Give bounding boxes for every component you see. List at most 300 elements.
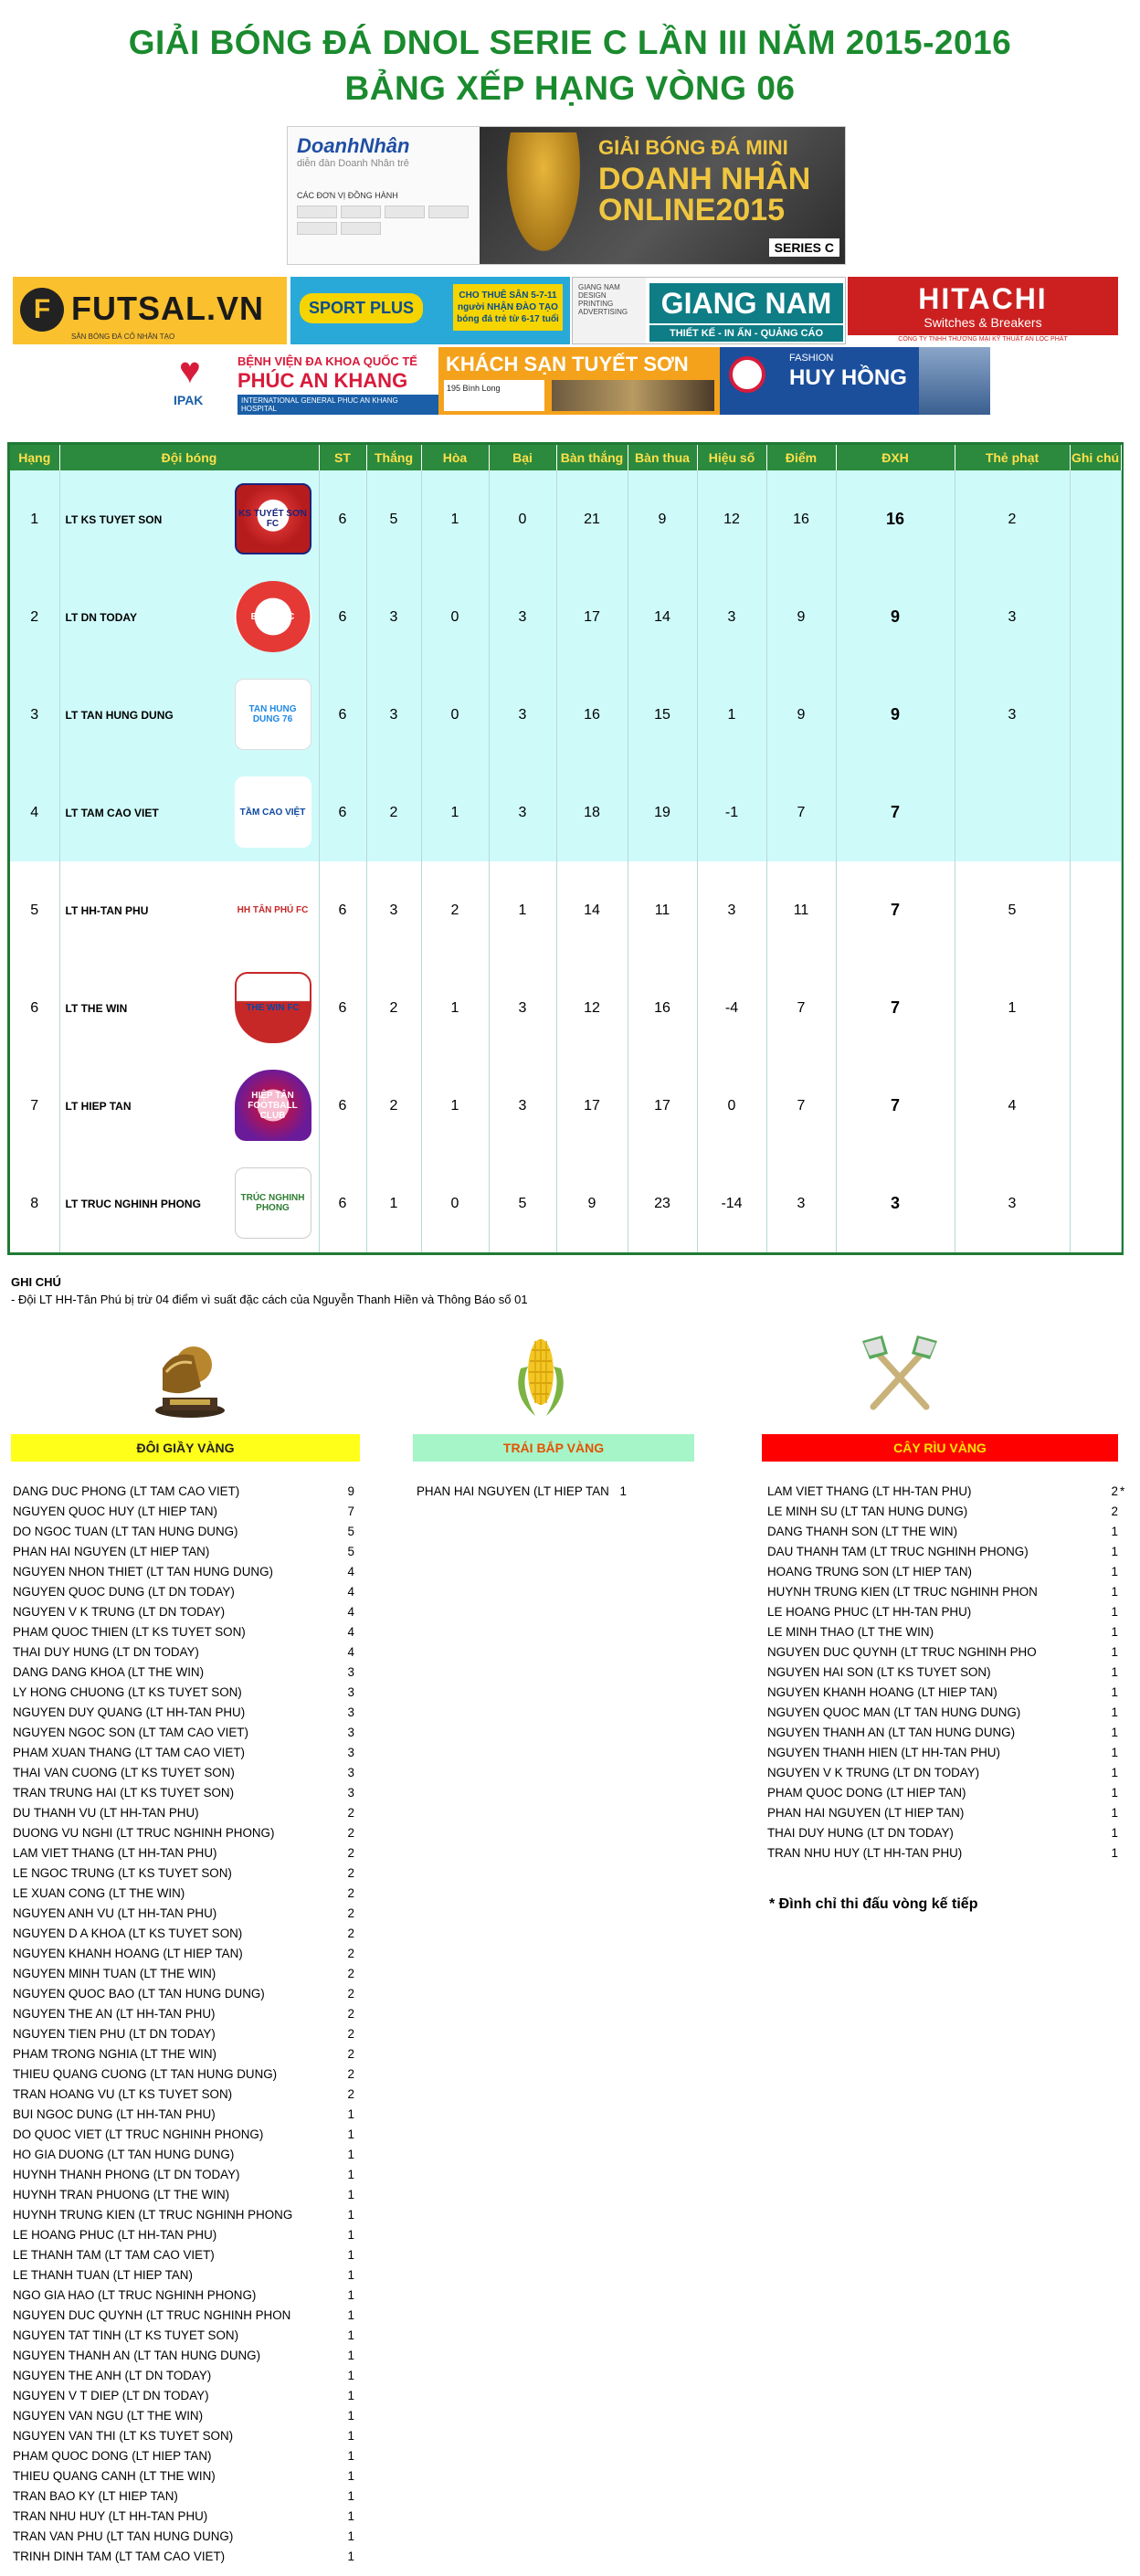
player-count: 1 [347, 2529, 354, 2543]
table-row [10, 1155, 1121, 1252]
list-item [13, 2205, 354, 2225]
player-count: 1 [347, 2349, 354, 2362]
sponsor-logos [297, 206, 470, 235]
player-count: 1 [347, 2509, 354, 2523]
player-name: NGUYEN VAN NGU (LT THE WIN) [13, 2409, 204, 2423]
rank-cell: 4 [10, 764, 59, 861]
played-cell: 6 [319, 959, 366, 1057]
player-name: NGUYEN HAI SON (LT KS TUYET SON) [767, 1665, 991, 1679]
notes-title: GHI CHÚ [11, 1275, 61, 1289]
player-name: DU THANH VU (LT HH-TAN PHU) [13, 1806, 199, 1820]
player-count: 2 [347, 1906, 354, 1920]
player-name: BUI NGOC DUNG (LT HH-TAN PHU) [13, 2107, 216, 2121]
player-name: TRAN TRUNG HAI (LT KS TUYET SON) [13, 1786, 235, 1800]
ranking-points-cell: 7 [836, 764, 955, 861]
player-count: 1 [347, 2288, 354, 2302]
list-item [13, 2326, 354, 2346]
golden-axe-list [767, 1482, 1125, 1863]
list-item [13, 2225, 354, 2245]
sportplus-text: CHO THUÊ SÂN 5-7-11 người NHẬN ĐÀO TẠO bóng đá trẻ từ 6-17 tuổi [453, 284, 563, 331]
player-name: NGUYEN DUY QUANG (LT HH-TAN PHU) [13, 1705, 246, 1719]
notes-text: - Đội LT HH-Tân Phú bị trừ 04 điểm vì suất đặc cách của Nguyễn Thanh Hiền và Thông Báo số 01 [11, 1293, 528, 1306]
hitachi-sponsor-banner [848, 277, 1118, 344]
header-ranking-points: ĐXH [836, 445, 955, 470]
player-count: 1 [619, 1484, 627, 1498]
player-name: PHAM QUOC DONG (LT HIEP TAN) [13, 2449, 212, 2463]
player-name: NGUYEN TIEN PHU (LT DN TODAY) [13, 2027, 216, 2041]
ipak-label: IPAK [174, 393, 204, 407]
player-count: 1 [1111, 1625, 1118, 1639]
player-name: PHAN HAI NGUYEN (LT HIEP TAN) [767, 1806, 965, 1820]
list-item [13, 2426, 354, 2446]
list-item [13, 2306, 354, 2326]
played-cell: 6 [319, 1057, 366, 1155]
player-count: 2 [347, 2067, 354, 2081]
suspension-mark [1118, 1562, 1125, 1582]
player-count: 1 [1111, 1545, 1118, 1558]
notes-cell [1070, 764, 1121, 861]
played-cell: 6 [319, 470, 366, 568]
wins-cell: 2 [366, 1057, 421, 1155]
player-name: LE HOANG PHUC (LT HH-TAN PHU) [767, 1605, 972, 1619]
player-count: 2 [347, 1947, 354, 1960]
player-name: PHAN HAI NGUYEN (LT HIEP TAN [417, 1484, 609, 1498]
player-name: TRAN HOANG VU (LT KS TUYET SON) [13, 2087, 233, 2101]
ranking-points-cell: 16 [836, 470, 955, 568]
player-name: LE HOANG PHUC (LT HH-TAN PHU) [13, 2228, 217, 2242]
player-count: 2 [347, 1886, 354, 1900]
suspension-mark [1118, 1502, 1125, 1522]
axes-icon [859, 1334, 941, 1416]
losses-cell: 3 [489, 568, 556, 666]
banner-line1: GIẢI BÓNG ĐÁ MINI [598, 136, 788, 159]
team-cell [59, 470, 319, 568]
player-name: LE MINH THAO (LT THE WIN) [767, 1625, 934, 1639]
player-name: DAU THANH TAM (LT TRUC NGHINH PHONG) [767, 1545, 1029, 1558]
list-item [13, 1843, 354, 1863]
list-item [13, 1482, 354, 1502]
rank-cell: 3 [10, 666, 59, 764]
standings-table [7, 442, 1124, 1255]
header-losses: Bại [489, 445, 556, 470]
player-name: NGUYEN V T DIEP (LT DN TODAY) [13, 2389, 209, 2402]
golden-axe-header: CÂY RÌU VÀNG [762, 1434, 1118, 1462]
goals-against-cell: 19 [628, 764, 697, 861]
player-count: 1 [1111, 1665, 1118, 1679]
points-cell: 11 [766, 861, 836, 959]
table-row [10, 861, 1121, 959]
notes-cell [1070, 568, 1121, 666]
player-count: 1 [1111, 1766, 1118, 1779]
tuyetson-sponsor-banner [438, 347, 720, 415]
player-count: 3 [347, 1746, 354, 1759]
header-rank: Hạng [10, 445, 59, 470]
player-name: DANG DANG KHOA (LT THE WIN) [13, 1665, 205, 1679]
player-count: 1 [347, 2168, 354, 2181]
played-cell: 6 [319, 666, 366, 764]
player-count: 2 [347, 1846, 354, 1860]
player-name: NGUYEN THANH HIEN (LT HH-TAN PHU) [767, 1746, 1000, 1759]
team-cell [59, 959, 319, 1057]
ranking-points-cell: 7 [836, 861, 955, 959]
list-item [13, 1924, 354, 1944]
player-count: 2 [347, 1866, 354, 1880]
player-name: PHAM XUAN THANG (LT TAM CAO VIET) [13, 1746, 245, 1759]
list-item [13, 2185, 354, 2205]
list-item [13, 2105, 354, 2125]
golden-boot-header: ĐÔI GIẦY VÀNG [11, 1434, 360, 1462]
wins-cell: 3 [366, 666, 421, 764]
cards-cell: 3 [955, 568, 1070, 666]
tuyetson-address: 195 Bình Long [444, 380, 544, 411]
player-name: HUYNH TRAN PHUONG (LT THE WIN) [13, 2188, 230, 2201]
played-cell: 6 [319, 1155, 366, 1252]
tournament-banner [287, 126, 846, 265]
player-name: NGUYEN DUC QUYNH (LT TRUC NGHINH PHO [767, 1645, 1037, 1659]
draws-cell: 1 [421, 764, 489, 861]
player-count: 2 [347, 2087, 354, 2101]
list-item [13, 1622, 354, 1642]
rank-cell: 8 [10, 1155, 59, 1252]
golden-corn-header: TRÁI BẮP VÀNG [413, 1434, 694, 1462]
phucankhang-sponsor-banner [163, 347, 438, 415]
team-crest-icon: THE WIN FC [235, 972, 311, 1043]
player-count: 1 [347, 2127, 354, 2141]
list-item [13, 1964, 354, 1984]
banner-sponsors-label: CÁC ĐƠN VỊ ĐỒNG HÀNH [297, 191, 398, 200]
list-item [13, 1542, 354, 1562]
player-count: 3 [347, 1705, 354, 1719]
huyhong-small: FASHION [789, 353, 834, 364]
list-item [13, 1904, 354, 1924]
list-item [13, 1823, 354, 1843]
goals-against-cell: 15 [628, 666, 697, 764]
player-name: TRINH DINH TAM (LT TAM CAO VIET) [13, 2550, 226, 2563]
player-name: NGUYEN ANH VU (LT HH-TAN PHU) [13, 1906, 217, 1920]
player-name: PHAM QUOC DONG (LT HIEP TAN) [767, 1786, 966, 1800]
player-count: 2 [347, 1826, 354, 1840]
player-name: TRAN NHU HUY (LT HH-TAN PHU) [767, 1846, 963, 1860]
player-count: 1 [347, 2469, 354, 2483]
cards-cell: 1 [955, 959, 1070, 1057]
cards-cell: 3 [955, 666, 1070, 764]
list-item [13, 2386, 354, 2406]
player-name: DANG DUC PHONG (LT TAM CAO VIET) [13, 1484, 240, 1498]
futsal-logo-icon: F [20, 288, 64, 332]
player-name: NGUYEN V K TRUNG (LT DN TODAY) [767, 1766, 980, 1779]
losses-cell: 1 [489, 861, 556, 959]
table-row [10, 764, 1121, 861]
list-item [13, 1522, 354, 1542]
phucan-line3: INTERNATIONAL GENERAL PHUC AN KHANG HOSPITAL [238, 395, 438, 415]
points-cell: 7 [766, 959, 836, 1057]
list-item [767, 1723, 1125, 1743]
ranking-points-cell: 7 [836, 1057, 955, 1155]
player-name: LAM VIET THANG (LT HH-TAN PHU) [767, 1484, 972, 1498]
notes-cell [1070, 666, 1121, 764]
player-name: PHAM TRONG NGHIA (LT THE WIN) [13, 2047, 216, 2061]
goal-diff-cell: 12 [697, 470, 766, 568]
team-crest-icon: TRÚC NGHINH PHONG [235, 1167, 311, 1239]
list-item [13, 2547, 354, 2567]
player-count: 1 [347, 2188, 354, 2201]
cards-cell: 4 [955, 1057, 1070, 1155]
table-row [10, 666, 1121, 764]
losses-cell: 3 [489, 959, 556, 1057]
player-count: 1 [347, 2208, 354, 2222]
list-item [767, 1522, 1125, 1542]
suspension-mark [1118, 1602, 1125, 1622]
team-crest-icon: TAN HUNG DUNG 76 [235, 679, 311, 750]
notes-cell [1070, 1057, 1121, 1155]
player-count: 1 [347, 2328, 354, 2342]
rank-cell: 1 [10, 470, 59, 568]
goal-diff-cell: -14 [697, 1155, 766, 1252]
draws-cell: 1 [421, 1057, 489, 1155]
player-count: 1 [1111, 1786, 1118, 1800]
team-name: LT DN TODAY [65, 610, 137, 624]
suspension-mark [1118, 1642, 1125, 1663]
goals-for-cell: 21 [556, 470, 628, 568]
suspension-mark [1118, 1582, 1125, 1602]
team-crest-icon: HH TÂN PHÚ FC [235, 874, 311, 945]
cards-cell: 2 [955, 470, 1070, 568]
player-count: 2 [347, 2027, 354, 2041]
player-count: 1 [1111, 1705, 1118, 1719]
team-cell [59, 861, 319, 959]
played-cell: 6 [319, 764, 366, 861]
goals-against-cell: 17 [628, 1057, 697, 1155]
list-item [13, 2245, 354, 2265]
player-count: 4 [347, 1605, 354, 1619]
player-name: NGUYEN THANH AN (LT TAN HUNG DUNG) [13, 2349, 261, 2362]
player-count: 1 [1111, 1806, 1118, 1820]
futsal-name: FUTSAL.VN [71, 290, 264, 327]
list-item [13, 2085, 354, 2105]
goals-against-cell: 16 [628, 959, 697, 1057]
list-item [13, 1602, 354, 1622]
goal-diff-cell: -4 [697, 959, 766, 1057]
list-item [13, 2527, 354, 2547]
player-count: 4 [347, 1585, 354, 1599]
huyhong-logo-icon [729, 356, 765, 393]
notes-cell [1070, 959, 1121, 1057]
player-name: PHAM QUOC THIEN (LT KS TUYET SON) [13, 1625, 246, 1639]
player-count: 9 [347, 1484, 354, 1498]
player-count: 1 [347, 2148, 354, 2161]
player-silhouette-icon [507, 132, 580, 251]
list-item [13, 1663, 354, 1683]
sponsor-logo [385, 206, 425, 218]
goals-for-cell: 9 [556, 1155, 628, 1252]
player-count: 1 [347, 2268, 354, 2282]
player-count: 1 [1111, 1565, 1118, 1578]
list-item [13, 1863, 354, 1884]
sportplus-sponsor-banner [290, 277, 570, 344]
losses-cell: 5 [489, 1155, 556, 1252]
played-cell: 6 [319, 861, 366, 959]
list-item [767, 1823, 1125, 1843]
list-item [13, 2466, 354, 2486]
list-item [767, 1622, 1125, 1642]
goal-diff-cell: 0 [697, 1057, 766, 1155]
list-item [13, 2446, 354, 2466]
team-name: LT THE WIN [65, 1001, 128, 1015]
golden-corn-list [417, 1482, 694, 1502]
banner-series: SERIES C [769, 238, 839, 257]
played-cell: 6 [319, 568, 366, 666]
header-goals-against: Bàn thua [628, 445, 697, 470]
list-item [767, 1783, 1125, 1803]
rank-cell: 2 [10, 568, 59, 666]
list-item [13, 1944, 354, 1964]
player-count: 1 [347, 2550, 354, 2563]
points-cell: 3 [766, 1155, 836, 1252]
player-name: HUYNH TRUNG KIEN (LT TRUC NGHINH PHONG [13, 2208, 293, 2222]
wins-cell: 1 [366, 1155, 421, 1252]
sponsor-logo [341, 222, 381, 235]
suspension-mark [1118, 1683, 1125, 1703]
list-item [13, 1803, 354, 1823]
player-count: 1 [1111, 1605, 1118, 1619]
list-item [767, 1562, 1125, 1582]
player-count: 1 [1111, 1846, 1118, 1860]
player-count: 5 [347, 1545, 354, 1558]
list-item [767, 1542, 1125, 1562]
team-crest-icon: HIỆP TÂN FOOTBALL CLUB [235, 1070, 311, 1141]
list-item [13, 1984, 354, 2004]
sponsor-logo [428, 206, 469, 218]
team-cell [59, 666, 319, 764]
player-name: NGUYEN THE AN (LT HH-TAN PHU) [13, 2007, 216, 2021]
player-name: DUONG VU NGHI (LT TRUC NGHINH PHONG) [13, 1826, 275, 1840]
team-crest-icon: KS TUYẾT SƠN FC [235, 483, 311, 554]
player-count: 1 [347, 2389, 354, 2402]
player-count: 2 [347, 2007, 354, 2021]
team-cell [59, 1155, 319, 1252]
list-item [13, 1743, 354, 1763]
list-item [13, 1582, 354, 1602]
player-count: 1 [347, 2369, 354, 2382]
wins-cell: 3 [366, 568, 421, 666]
list-item [767, 1703, 1125, 1723]
list-item [13, 2346, 354, 2366]
draws-cell: 1 [421, 470, 489, 568]
team-name: LT TAN HUNG DUNG [65, 708, 174, 722]
draws-cell: 1 [421, 959, 489, 1057]
goals-against-cell: 9 [628, 470, 697, 568]
list-item [13, 2286, 354, 2306]
player-count: 1 [347, 2489, 354, 2503]
goals-for-cell: 12 [556, 959, 628, 1057]
list-item [767, 1642, 1125, 1663]
rank-cell: 6 [10, 959, 59, 1057]
player-name: HOANG TRUNG SON (LT HIEP TAN) [767, 1565, 972, 1578]
player-name: LE MINH SU (LT TAN HUNG DUNG) [767, 1504, 968, 1518]
trophy-icon [146, 1332, 234, 1420]
list-item [13, 2004, 354, 2024]
wins-cell: 3 [366, 861, 421, 959]
player-name: NGUYEN QUOC MAN (LT TAN HUNG DUNG) [767, 1705, 1021, 1719]
losses-cell: 0 [489, 470, 556, 568]
player-name: PHAN HAI NGUYEN (LT HIEP TAN) [13, 1545, 210, 1558]
suspension-mark [1118, 1763, 1125, 1783]
list-item [767, 1843, 1125, 1863]
player-count: 4 [347, 1645, 354, 1659]
page-title: GIẢI BÓNG ĐÁ DNOL SERIE C LẦN III NĂM 2015-2016 [128, 24, 1012, 61]
fashion-photo [919, 347, 990, 415]
team-cell [59, 568, 319, 666]
player-count: 1 [1111, 1685, 1118, 1699]
player-count: 1 [347, 2228, 354, 2242]
header-notes: Ghi chú [1070, 445, 1121, 470]
list-item [417, 1482, 694, 1502]
standings-header-row [10, 445, 1121, 470]
draws-cell: 0 [421, 568, 489, 666]
list-item [13, 1642, 354, 1663]
list-item [13, 1723, 354, 1743]
player-count: 1 [347, 2248, 354, 2262]
hitachi-sub: Switches & Breakers [924, 315, 1042, 330]
player-name: TRAN BAO KY (LT HIEP TAN) [13, 2489, 178, 2503]
player-count: 1 [347, 2449, 354, 2463]
player-name: NGUYEN KHANH HOANG (LT HIEP TAN) [13, 1947, 243, 1960]
list-item [13, 2406, 354, 2426]
wins-cell: 2 [366, 764, 421, 861]
player-name: THIEU QUANG CUONG (LT TAN HUNG DUNG) [13, 2067, 278, 2081]
list-item [767, 1743, 1125, 1763]
player-name: DO QUOC VIET (LT TRUC NGHINH PHONG) [13, 2127, 264, 2141]
giangnam-sub: THIẾT KẾ - IN ẤN - QUẢNG CÁO [649, 325, 843, 342]
sportplus-logo: SPORT PLUS [300, 293, 423, 323]
list-item [767, 1683, 1125, 1703]
ranking-points-cell: 7 [836, 959, 955, 1057]
list-item [13, 2165, 354, 2185]
list-item [13, 1703, 354, 1723]
team-name: LT HIEP TAN [65, 1099, 132, 1113]
futsal-sponsor-banner [13, 277, 287, 344]
player-name: LE NGOC TRUNG (LT KS TUYET SON) [13, 1866, 232, 1880]
player-name: DANG THANH SON (LT THE WIN) [767, 1525, 958, 1538]
list-item [13, 1763, 354, 1783]
phucan-line2: PHÚC AN KHANG [238, 369, 408, 392]
player-count: 1 [1111, 1585, 1118, 1599]
player-name: NGO GIA HAO (LT TRUC NGHINH PHONG) [13, 2288, 257, 2302]
player-count: 7 [347, 1504, 354, 1518]
player-name: LAM VIET THANG (LT HH-TAN PHU) [13, 1846, 217, 1860]
player-count: 1 [347, 2308, 354, 2322]
suspension-mark [1118, 1823, 1125, 1843]
player-name: NGUYEN KHANH HOANG (LT HIEP TAN) [767, 1685, 998, 1699]
player-count: 1 [347, 2409, 354, 2423]
player-count: 3 [347, 1685, 354, 1699]
banner-sponsor-panel [288, 127, 480, 264]
golden-boot-list [13, 1482, 354, 2567]
table-row [10, 568, 1121, 666]
points-cell: 16 [766, 470, 836, 568]
player-count: 1 [1111, 1746, 1118, 1759]
player-name: HUYNH THANH PHONG (LT DN TODAY) [13, 2168, 240, 2181]
header-played: ST [319, 445, 366, 470]
list-item [13, 1884, 354, 1904]
giangnam-name: GIANG NAM [649, 283, 843, 323]
team-name: LT TRUC NGHINH PHONG [65, 1197, 201, 1210]
futsal-sub: SÂN BÓNG ĐÁ CỎ NHÂN TẠO [71, 333, 175, 341]
suspension-mark [1118, 1542, 1125, 1562]
team-crest-icon: TẦM CAO VIỆT [235, 776, 311, 848]
player-name: NGUYEN TAT TINH (LT KS TUYET SON) [13, 2328, 239, 2342]
ranking-points-cell: 9 [836, 568, 955, 666]
